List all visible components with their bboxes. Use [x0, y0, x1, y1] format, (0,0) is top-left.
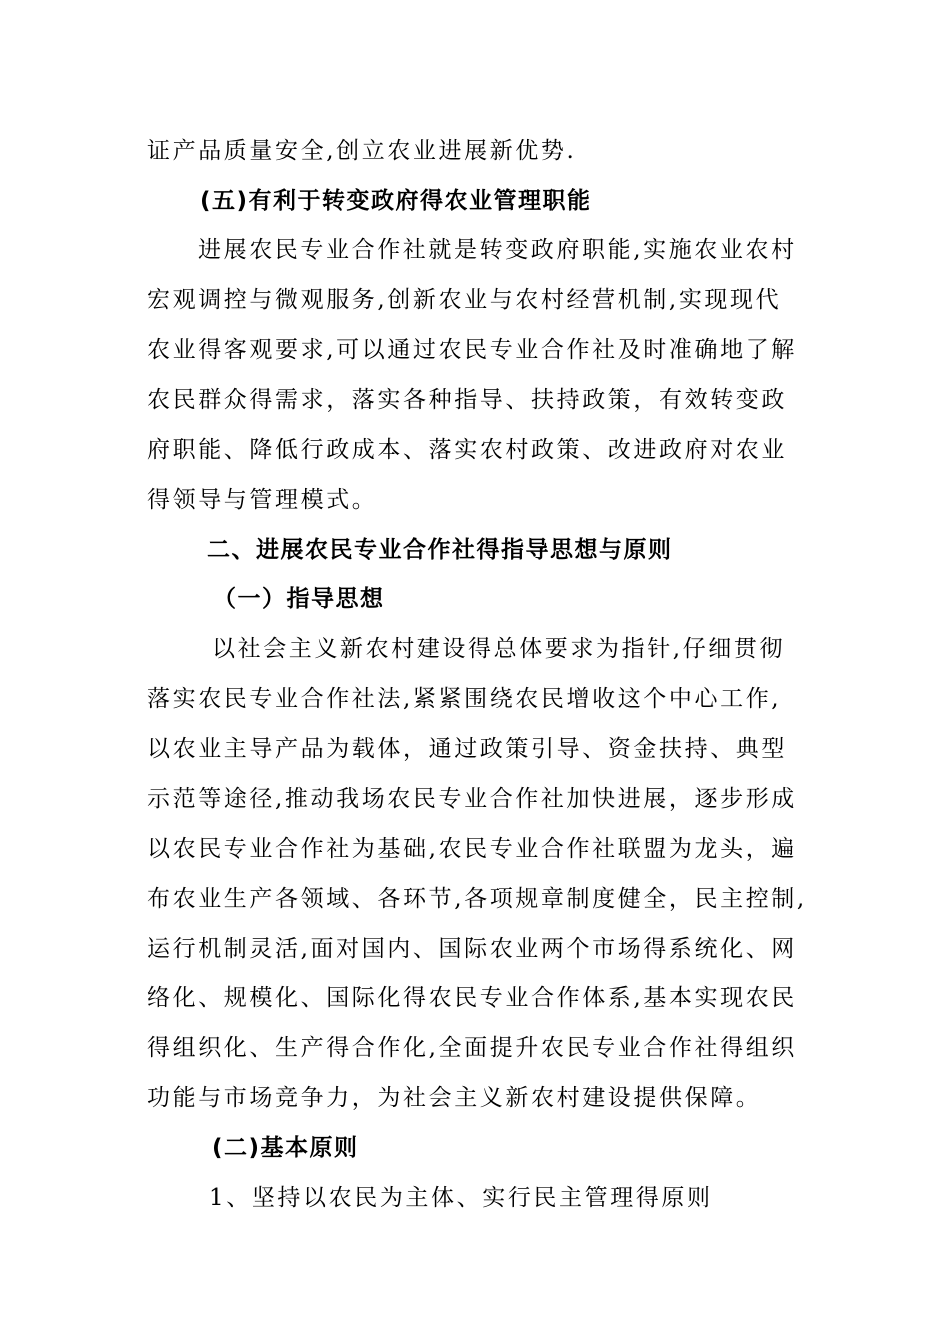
paragraph-line: 农民群众得需求，落实各种指导、扶持政策，有效转变政: [147, 387, 787, 413]
section-heading-2: 二、进展农民专业合作社得指导思想与原则: [207, 537, 673, 563]
paragraph-line: 络化、规模化、国际化得农民专业合作体系,基本实现农民: [147, 985, 797, 1011]
paragraph-line: 得组织化、生产得合作化,全面提升农民专业合作社得组织: [147, 1035, 797, 1061]
paragraph-line: 1、坚持以农民为主体、实行民主管理得原则: [209, 1185, 713, 1211]
paragraph-line: 府职能、降低行政成本、落实农村政策、改进政府对农业: [147, 437, 787, 463]
subsection-heading-2: (二)基本原则: [212, 1135, 359, 1161]
paragraph-line: 运行机制灵活,面对国内、国际农业两个市场得系统化、网: [147, 936, 797, 962]
subsection-heading-1: （一）指导思想: [213, 586, 385, 612]
paragraph-line: 布农业生产各领域、各环节,各项规章制度健全，民主控制,: [147, 886, 807, 912]
paragraph-line: 落实农民专业合作社法,紧紧围绕农民增收这个中心工作,: [147, 686, 782, 712]
paragraph-line: 以农业主导产品为载体，通过政策引导、资金扶持、典型: [147, 736, 787, 762]
paragraph-line: 以社会主义新农村建设得总体要求为指针,仔细贯彻: [212, 636, 786, 662]
paragraph-line: 宏观调控与微观服务,创新农业与农村经营机制,实现现代: [147, 287, 782, 313]
paragraph-line: 证产品质量安全,创立农业进展新优势.: [147, 138, 577, 164]
paragraph-line: 进展农民专业合作社就是转变政府职能,实施农业农村: [198, 237, 797, 263]
section-heading-5: (五)有利于转变政府得农业管理职能: [200, 188, 592, 214]
paragraph-line: 以农民专业合作社为基础,农民专业合作社联盟为龙头，遍: [147, 836, 797, 862]
paragraph-line: 功能与市场竞争力，为社会主义新农村建设提供保障。: [147, 1085, 762, 1111]
paragraph-line: 农业得客观要求,可以通过农民专业合作社及时准确地了解: [147, 337, 797, 363]
paragraph-line: 得领导与管理模式。: [147, 487, 378, 513]
paragraph-line: 示范等途径,推动我场农民专业合作社加快进展，逐步形成: [147, 786, 797, 812]
